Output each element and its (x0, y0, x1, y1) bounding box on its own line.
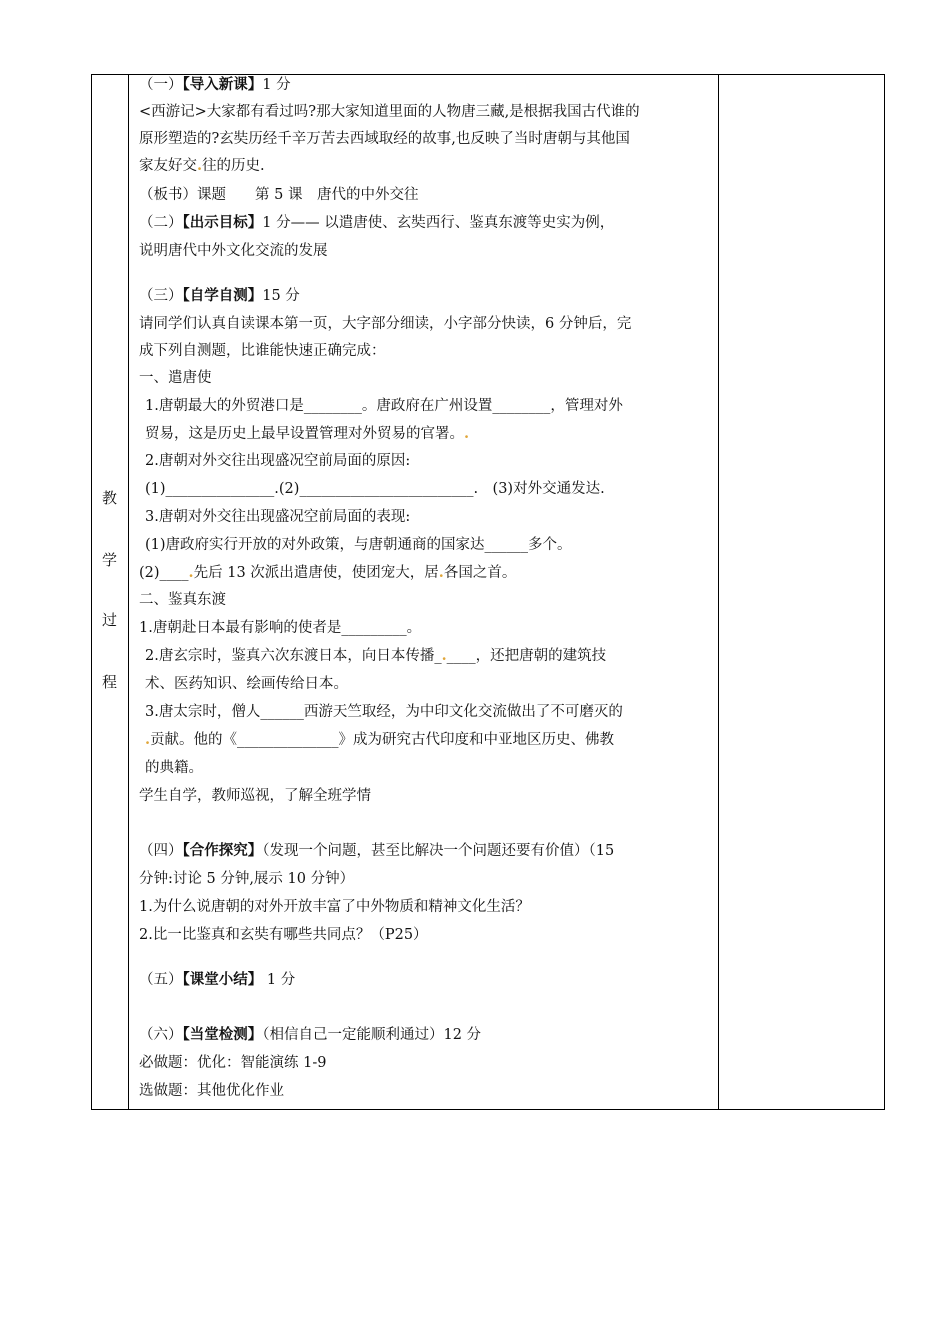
question: .贡献。他的《______________》成为研究古代印度和中亚地区历史、佛教 (145, 731, 615, 748)
side-label-char: 程 (102, 673, 118, 691)
paragraph: 必做题：优化：智能演练 1-9 (139, 1055, 327, 1071)
side-label-char: 过 (102, 611, 118, 629)
paragraph: 选做题：其他优化作业 (139, 1083, 284, 1099)
side-label-char: 教 (102, 489, 118, 507)
section-5-heading: （五）【课堂小结】 1 分 (139, 971, 296, 988)
paragraph: 学生自学，教师巡视，了解全班学情 (139, 788, 371, 804)
edit-mark-icon: . (441, 647, 447, 664)
lesson-table (91, 74, 885, 1110)
question: 术、医药知识、绘画传给日本。 (145, 676, 348, 692)
question: 3.唐朝对外交往出现盛况空前局面的表现: (145, 509, 411, 525)
paragraph: 成下列自测题，比谁能快速正确完成： (139, 343, 386, 359)
edit-mark-icon: . (145, 731, 151, 748)
paragraph: 说明唐代中外文化交流的发展 (139, 243, 328, 259)
side-label-char: 学 (102, 551, 118, 569)
paragraph: 分钟:讨论 5 分钟,展示 10 分钟） (139, 871, 355, 887)
question: 3.唐太宗时，僧人______西游天竺取经，为中印文化交流做出了不可磨灭的 (145, 704, 623, 720)
section-2-heading: （二）【出示目标】1 分—— 以遣唐使、玄奘西行、鉴真东渡等史实为例， (139, 214, 615, 231)
subheading: 二、鉴真东渡 (139, 592, 226, 608)
question: (1)_______________.(2)________________________. (3)对外交通发达. (145, 481, 605, 497)
question: 的典籍。 (145, 760, 203, 776)
question: 贸易，这是历史上最早设置管理对外贸易的官署。. (145, 425, 470, 442)
subheading: 一、遣唐使 (139, 370, 212, 386)
board-writing: （板书）课题 第 5 课 唐代的中外交往 (139, 187, 419, 203)
paragraph: 请同学们认真自读课本第一页，大字部分细读，小字部分快读，6 分钟后，完 (139, 316, 632, 332)
paragraph: <西游记>大家都有看过吗?那大家知道里面的人物唐三藏,是根据我国古代谁的 (139, 104, 640, 120)
question: 1.唐朝最大的外贸港口是________。唐政府在广州设置________，管理对外 (145, 398, 623, 414)
paragraph: 原形塑造的?玄奘历经千辛万苦去西域取经的故事,也反映了当时唐朝与其他国 (139, 131, 630, 147)
edit-mark-icon: . (464, 425, 470, 442)
edit-mark-icon: . (188, 564, 194, 581)
question: 2.唐朝对外交往出现盛况空前局面的原因: (145, 453, 411, 469)
notes-column (718, 75, 884, 1109)
section-3-heading: （三）【自学自测】15 分 (139, 287, 300, 304)
question: 1.唐朝赴日本最有影响的使者是_________。 (139, 620, 422, 636)
paragraph: 家友好交.往的历史. (139, 157, 265, 174)
question: 2.比一比鉴真和玄奘有哪些共同点？（P25） (139, 927, 428, 943)
section-6-heading: （六）【当堂检测】（相信自己一定能顺利通过）12 分 (139, 1026, 482, 1043)
side-label-column (92, 75, 129, 1109)
section-4-heading: （四）【合作探究】（发现一个问题，甚至比解决一个问题还要有价值）（15 (139, 842, 615, 859)
question: 1.为什么说唐朝的对外开放丰富了中外物质和精神文化生活？ (139, 899, 530, 915)
question: 2.唐玄宗时，鉴真六次东渡日本，向日本传播_.____，还把唐朝的建筑技 (145, 647, 607, 664)
edit-mark-icon: . (197, 157, 203, 174)
question: (1)唐政府实行开放的对外政策，与唐朝通商的国家达______多个。 (145, 537, 572, 553)
section-1-heading: （一）【导入新课】1 分 (139, 76, 291, 93)
edit-mark-icon: . (438, 564, 444, 581)
question: (2)____.先后 13 次派出遣唐使，使团宠大，居.各国之首。 (139, 564, 517, 581)
